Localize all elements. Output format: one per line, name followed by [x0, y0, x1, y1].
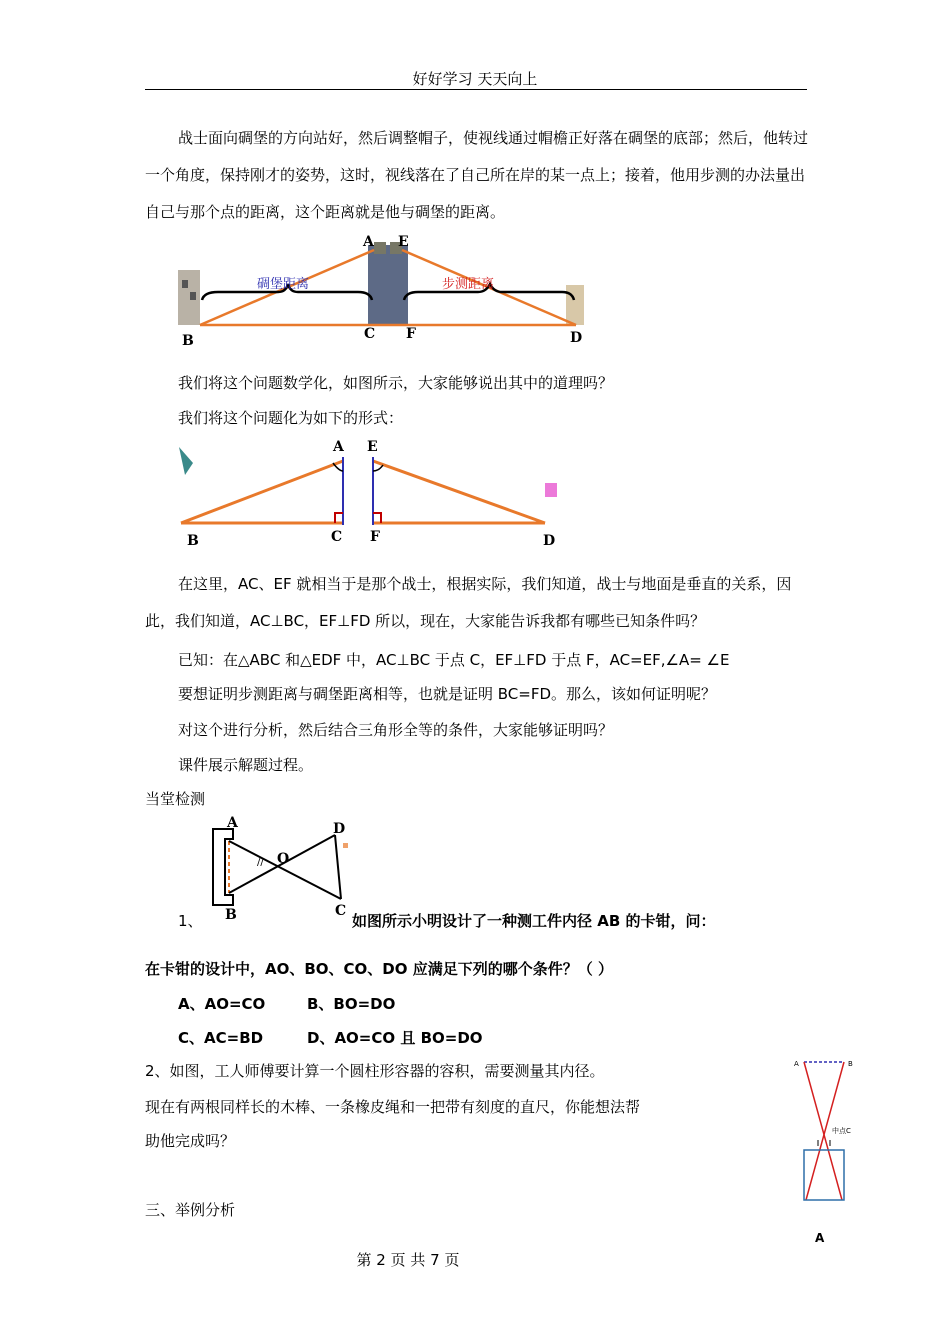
q1-text: 如图所示小明设计了一种测工件内径 AB 的卡钳，问： — [352, 912, 716, 930]
label-d: D — [333, 821, 346, 837]
paragraph-1: 战士面向碉堡的方向站好，然后调整帽子，使视线通过帽檐正好落在碉堡的底部；然后，他转过一个角度，保持刚才的姿势，这时，视线落在了自己所在岸的某一点上；接着，他用步测的办法量出自己与那个点的距离，这个距离就是他与碉堡的距离。 — [145, 129, 809, 221]
tick-marks: // — [257, 857, 264, 868]
label-a: A — [227, 815, 238, 831]
header-rule — [145, 89, 807, 90]
triangle-efd-hyp — [373, 461, 545, 523]
q1-number: 1、 — [178, 912, 203, 930]
triangle-abc-hyp — [181, 461, 343, 523]
q1-option-d: D、AO=CO 且 BO=DO — [307, 1029, 483, 1047]
label-o: O — [277, 851, 290, 867]
label-f: F — [370, 529, 380, 545]
bunker-image — [178, 270, 200, 325]
label-a: A — [333, 439, 344, 455]
angle-e-arc — [373, 465, 383, 471]
label-e: E — [398, 234, 409, 250]
figure-3-caliper — [205, 815, 355, 920]
label-c: C — [331, 529, 343, 545]
q1-option-c: C、AC=BD — [178, 1029, 264, 1047]
section-check-title: 当堂检测 — [145, 790, 206, 808]
show-line: 课件展示解题过程。 — [178, 756, 314, 774]
q2-line-3: 助他完成吗？ — [145, 1132, 236, 1150]
label-b: B — [182, 333, 194, 349]
decor-mark — [179, 447, 193, 475]
figure-2-triangles — [175, 435, 565, 555]
math-line-2: 我们将这个问题化为如下的形式： — [178, 409, 404, 427]
label-a: A — [794, 1060, 799, 1068]
label-f: F — [406, 326, 416, 342]
decor-pink — [545, 483, 557, 497]
q1-option-a: A、AO=CO — [178, 995, 266, 1013]
figure-4-caption: A — [815, 1231, 825, 1245]
section-3-title: 三、举例分析 — [145, 1201, 236, 1219]
cylinder-container — [804, 1150, 844, 1200]
analyze-line: 对这个进行分析，然后结合三角形全等的条件，大家能够证明吗？ — [178, 721, 614, 739]
q2-line-2: 现在有两根同样长的木棒、一条橡皮绳和一把带有刻度的直尺，你能想法帮 — [145, 1098, 641, 1116]
point-d-image — [566, 285, 584, 325]
q1-option-b: B、BO=DO — [307, 995, 396, 1013]
label-e: E — [367, 439, 378, 455]
label-b: B — [187, 533, 199, 549]
label-a: A — [363, 234, 374, 250]
to-prove: 要想证明步测距离与碉堡距离相等，也就是证明 BC=FD。那么，该如何证明呢？ — [178, 685, 717, 703]
q1-question: 在卡钳的设计中，AO、BO、CO、DO 应满足下列的哪个条件？（ ） — [145, 960, 613, 978]
known-conditions: 已知：在△ABC 和△EDF 中，AC⊥BC 于点 C，EF⊥FD 于点 F，AC=EF,∠A= ∠E — [178, 651, 730, 669]
brace-label-left: 碉堡距离 — [256, 277, 310, 292]
rod-ac — [229, 841, 341, 899]
label-midpoint: 中点C — [832, 1127, 851, 1135]
page-footer: 第 2 页 共 7 页 — [356, 1251, 460, 1269]
paragraph-2: 在这里，AC、EF 就相当于是那个战士，根据实际，我们知道，战士与地面是垂直的关系，因此，我们知道，AC⊥BC，EF⊥FD 所以，现在，大家能告诉我都有哪些已知条件吗？ — [145, 575, 792, 630]
label-d: D — [570, 330, 583, 346]
label-c: C — [335, 903, 347, 919]
segment-cd — [335, 835, 341, 899]
math-line-1: 我们将这个问题数学化，如图所示，大家能够说出其中的道理吗？ — [178, 374, 614, 392]
page-header: 好好学习 天天向上 — [412, 70, 538, 88]
figure-1-soldier-diagram — [178, 230, 598, 350]
q2-line-1: 2、如图，工人师傅要计算一个圆柱形容器的容积，需要测量其内径。 — [145, 1062, 605, 1080]
label-c: C — [364, 326, 376, 342]
soldier-image — [368, 245, 408, 325]
label-d: D — [543, 533, 556, 549]
decor-dot — [343, 843, 348, 848]
brace-label-right: 步测距离 — [441, 277, 495, 292]
label-b: B — [225, 907, 237, 920]
label-b: B — [848, 1060, 853, 1068]
figure-4-cylinder — [790, 1052, 860, 1252]
